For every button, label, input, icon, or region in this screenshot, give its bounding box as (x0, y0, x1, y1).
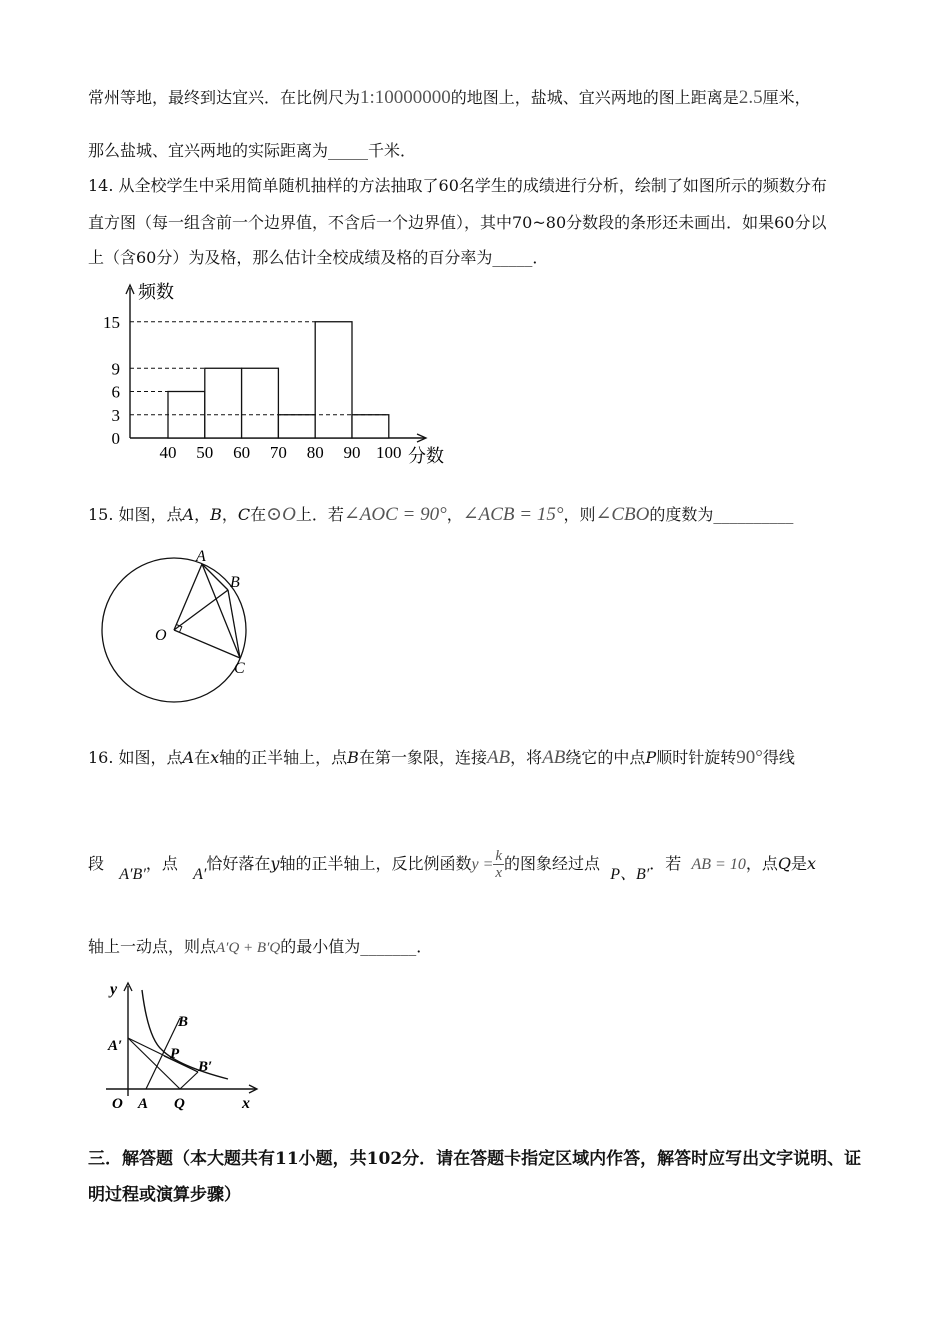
q14-line-1: 14. 从全校学生中采用简单随机抽样的方法抽取了60名学生的成绩进行分析，绘制了如图所示的频数分布 (88, 176, 827, 195)
segment-bc (228, 590, 240, 658)
y-axis-label: 频数 (138, 282, 174, 302)
x-tick-60: 60 (233, 443, 251, 462)
label-a: A (138, 1096, 149, 1112)
q16-line-2: 段 A′B′，点 A′恰好落在y轴的正半轴上，反比例函数y = $\frac{k}{x}$ 的图象经过点 P、B′．若 AB = 10，点Q是x (88, 848, 817, 883)
y-tick-6: 6 (111, 382, 120, 402)
x-tick-70: 70 (269, 443, 287, 462)
text-line-2: 那么盐城、宜兴两地的实际距离为_____千米． (88, 141, 417, 160)
histogram-bar-90-100 (352, 415, 389, 438)
y-tick-3: 3 (111, 405, 120, 425)
q14-line-3: 上（含60分）为及格，那么估计全校成绩及格的百分率为_____． (88, 248, 549, 267)
histogram-bar-60-70 (242, 368, 279, 438)
label-a-prime: A′ (108, 1038, 123, 1054)
scale-value: 1:10000000 (360, 87, 451, 108)
q16-line-3: 轴上一动点，则点A′Q + B′Q的最小值为_______． (88, 937, 433, 956)
coordinate-figure (98, 978, 268, 1118)
text-line-1: 常州等地，最终到达宜兴．在比例尺为1:10000000的地图上，盐城、宜兴两地的图上距离是2.5厘米， (88, 87, 811, 108)
fraction-k-over-x: $\frac{k}{x}$ (495, 848, 503, 881)
segment-ab (202, 564, 228, 590)
map-distance: 2.5 (738, 87, 763, 108)
x-tick-50: 50 (196, 443, 214, 462)
label-y: y (110, 981, 118, 998)
circle-figure (95, 545, 265, 705)
histogram-bar-70-80 (278, 415, 315, 438)
histogram-figure (90, 278, 460, 470)
q15-line: 15. 如图，点A，B，C在⊙O上．若∠AOC = 90°，∠ACB = 15°，则∠CBO的度数为__________ (88, 504, 794, 525)
angle-cbo: ∠CBO (595, 504, 650, 525)
y-tick-9: 9 (111, 359, 120, 379)
x-tick-100: 100 (376, 443, 402, 462)
x-axis-label: 分数 (408, 446, 444, 466)
x-tick-90: 90 (343, 443, 361, 462)
label-o: O (155, 627, 167, 644)
y-tick-15: 15 (103, 312, 120, 332)
x-tick-80: 80 (306, 443, 324, 462)
label-o: O (112, 1096, 123, 1112)
segment-b-prime-q (180, 1072, 198, 1089)
label-b: B (178, 1014, 189, 1030)
angle-aoc: ∠AOC = 90° (343, 504, 447, 525)
y-tick-0: 0 (111, 429, 120, 448)
expression-aq-bq: A′Q + B′Q (216, 940, 281, 956)
ab-equals-10: AB = 10 (691, 856, 746, 873)
section-3-heading: 三．解答题（本大题共有11小题，共102分．请在答题卡指定区域内作答，解答时应写出文字说明、证明过程或演算步骤） (88, 1149, 862, 1205)
label-b: B (230, 574, 240, 591)
label-c: C (234, 660, 245, 677)
label-a: A (196, 548, 206, 565)
label-x: x (242, 1095, 250, 1112)
angle-acb: ∠ACB = 15° (462, 504, 564, 525)
circle-symbol: ⊙O (266, 504, 296, 525)
histogram-bar-50-60 (205, 368, 242, 438)
label-b-prime: B′ (198, 1059, 213, 1075)
x-tick-40: 40 (159, 443, 177, 462)
q16-line-1: 16. 如图，点A在x轴的正半轴上，点B在第一象限，连接AB，将AB绕它的中点P顺时针旋转90°得线 (88, 747, 795, 768)
label-p: P (170, 1046, 180, 1062)
histogram-bar-80-90 (315, 322, 352, 438)
label-q: Q (174, 1096, 185, 1112)
q14-line-2: 直方图（每一组含前一个边界值，不含后一个边界值），其中70~80分数段的条形还未画出．如果60分以 (88, 213, 827, 232)
rotation-degree: 90° (736, 747, 763, 768)
